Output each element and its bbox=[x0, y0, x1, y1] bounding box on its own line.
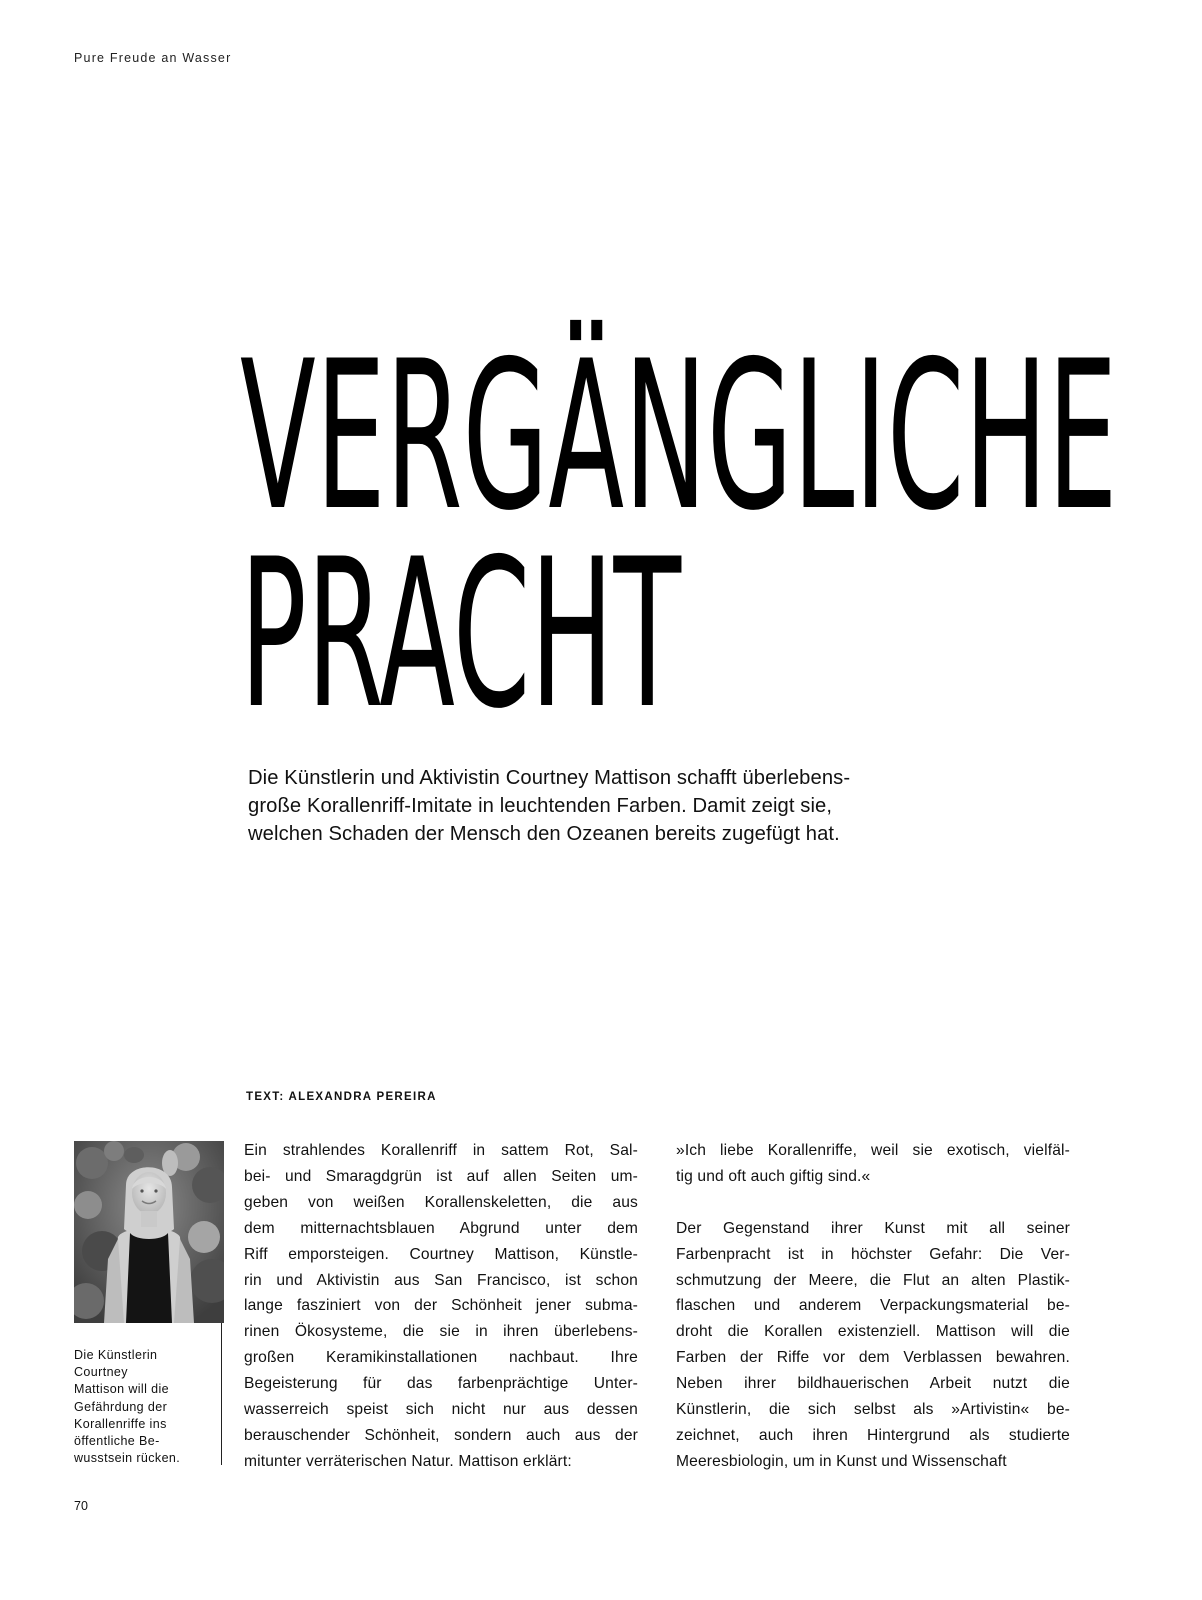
text-line: Korallenriffe ins bbox=[74, 1416, 167, 1431]
body-line: Begeisterung für das farbenprächtige Unter- bbox=[244, 1375, 638, 1393]
artist-portrait-photo bbox=[74, 1141, 224, 1323]
text-line: Mattison will die bbox=[74, 1382, 170, 1397]
page-number: 70 bbox=[74, 1499, 88, 1513]
byline: TEXT: ALEXANDRA PEREIRA bbox=[246, 1091, 437, 1103]
article-headline bbox=[240, 318, 1118, 754]
body-line: rin und Aktivistin aus San Francisco, ist schon bbox=[244, 1271, 638, 1289]
body-column-left bbox=[244, 1138, 638, 1475]
body-line: mitunter verräterischen Natur. Mattison erklärt: bbox=[244, 1452, 572, 1470]
photo-caption bbox=[74, 1347, 216, 1467]
text-line: Die Künstlerin bbox=[74, 1348, 158, 1362]
body-line: Künstlerin, die sich selbst als »Artivistin« be- bbox=[676, 1401, 1070, 1419]
body-line: dem mitternachtsblauen Abgrund unter dem bbox=[244, 1219, 638, 1237]
body-line: Riff emporsteigen. Courtney Mattison, Künstle- bbox=[244, 1245, 638, 1263]
text-line: Die Künstlerin und Aktivistin Courtney Mattison schafft überlebens- bbox=[248, 767, 851, 789]
body-column-right bbox=[676, 1138, 1070, 1475]
body-line: »Ich liebe Korallenriffe, weil sie exotisch, vielfäl- bbox=[676, 1142, 1070, 1159]
body-line: bei- und Smaragdgrün ist auf allen Seiten um- bbox=[244, 1167, 638, 1185]
body-line: Farbenpracht ist in höchster Gefahr: Die Ver- bbox=[676, 1245, 1070, 1263]
body-line: lange fasziniert von der Schönheit jener subma- bbox=[244, 1297, 638, 1315]
text-line: Courtney bbox=[74, 1365, 128, 1380]
text-line: welchen Schaden der Mensch den Ozeanen bereits zugefügt hat. bbox=[248, 823, 840, 845]
headline-line-2: PRACHT bbox=[240, 516, 682, 754]
body-line: Farben der Riffe vor dem Verblassen bewahren. bbox=[676, 1349, 1070, 1367]
body-line bbox=[676, 1190, 1070, 1216]
body-line: wasserreich speist sich nicht nur aus dessen bbox=[244, 1401, 638, 1419]
portrait-illustration bbox=[74, 1141, 224, 1323]
body-line: berauschender Schönheit, sondern auch aus der bbox=[244, 1426, 638, 1444]
body-line: geben von weißen Korallenskeletten, die aus bbox=[244, 1193, 638, 1211]
body-line: Meeresbiologin, um in Kunst und Wissenschaft bbox=[676, 1452, 1007, 1470]
caption-rule bbox=[221, 1323, 222, 1465]
body-line: Neben ihrer bildhauerischen Arbeit nutzt die bbox=[676, 1375, 1070, 1393]
running-head: Pure Freude an Wasser bbox=[74, 51, 232, 65]
body-line: Ein strahlendes Korallenriff in sattem Rot, Sal- bbox=[244, 1142, 638, 1159]
body-line: droht die Korallen existenziell. Mattison will die bbox=[676, 1323, 1070, 1341]
body-line: schmutzung der Meere, die Flut an alten Plastik- bbox=[676, 1271, 1070, 1289]
headline-line-1: VERGÄNGLICHE bbox=[240, 318, 1118, 556]
article-lede bbox=[248, 764, 988, 848]
body-line: flaschen und anderem Verpackungsmaterial be- bbox=[676, 1297, 1070, 1315]
body-line: großen Keramikinstallationen nachbaut. Ihre bbox=[244, 1349, 638, 1367]
text-line: Gefährdung der bbox=[74, 1399, 168, 1414]
text-line: öffentliche Be- bbox=[74, 1434, 160, 1449]
text-line: große Korallenriff-Imitate in leuchtenden Farben. Damit zeigt sie, bbox=[248, 795, 833, 817]
body-line: zeichnet, auch ihren Hintergrund als studierte bbox=[676, 1426, 1070, 1444]
body-line: tig und oft auch giftig sind.« bbox=[676, 1167, 871, 1185]
body-line: Der Gegenstand ihrer Kunst mit all seiner bbox=[676, 1219, 1070, 1237]
text-line: wusstsein rücken. bbox=[74, 1451, 181, 1466]
body-line: rinen Ökosysteme, die sie in ihren überlebens- bbox=[244, 1323, 638, 1341]
